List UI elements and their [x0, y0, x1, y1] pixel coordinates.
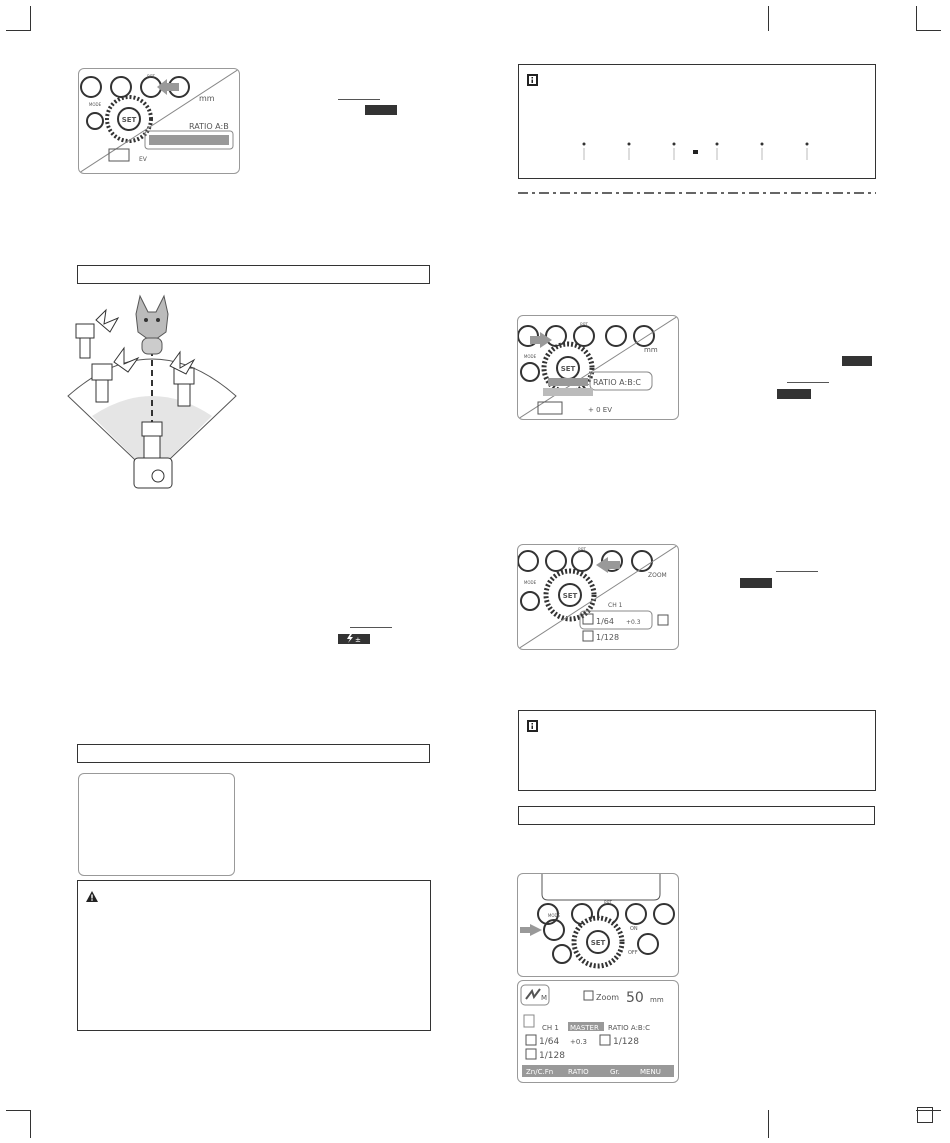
crop-mark [768, 1110, 769, 1138]
section-header-bar [77, 265, 430, 284]
note-box [518, 710, 876, 791]
lcd-group-c-power: 1/128 [539, 1051, 565, 1061]
lcd-ratio: RATIO A:B:C [608, 1024, 650, 1032]
lcd-zoom-unit: mm [650, 996, 664, 1004]
svg-text:ZOOM: ZOOM [648, 572, 667, 579]
svg-text:+ 0 EV: + 0 EV [588, 406, 612, 414]
note-icon [527, 720, 538, 732]
svg-text:OFF: OFF [628, 950, 638, 956]
svg-text:CH 1: CH 1 [608, 602, 623, 609]
svg-text:RPT: RPT [578, 547, 586, 552]
lcd-softkey-3: Gr. [610, 1068, 620, 1076]
svg-text:RPT: RPT [580, 322, 588, 327]
lcd-softkey-4: MENU [640, 1068, 661, 1076]
display-tab-button [365, 105, 397, 115]
set-button-label: SET [560, 365, 576, 373]
ratio-tab-button [777, 389, 811, 399]
svg-text:MODE: MODE [88, 102, 102, 107]
lcd-zoom-value: 50 [626, 990, 644, 1006]
lcd-mode: M [541, 994, 548, 1002]
ratio-label: RATIO A:B:C [593, 378, 641, 387]
multi-flash-diagram [62, 290, 242, 500]
lcd-group-a-comp: +0.3 [570, 1038, 587, 1046]
crop-mark [916, 6, 917, 31]
svg-text:MODE: MODE [547, 913, 561, 918]
svg-text:mm: mm [644, 346, 658, 354]
lcd-softkey-2: RATIO [568, 1068, 589, 1076]
set-button-label: SET [562, 592, 578, 600]
section-header-bar [518, 806, 875, 825]
svg-text:EV: EV [139, 156, 147, 163]
menu-tab-button [842, 356, 872, 366]
svg-text:RPT: RPT [147, 74, 155, 79]
svg-text:MODE: MODE [523, 354, 537, 359]
lcd-screen-figure [517, 980, 679, 1083]
warning-icon [86, 891, 98, 902]
lcd-zoom-label: Zoom [596, 993, 620, 1002]
svg-text:mm: mm [199, 94, 215, 103]
svg-text:MODE: MODE [523, 580, 537, 585]
warning-box [77, 880, 431, 1031]
crop-mark [30, 1110, 31, 1138]
flash-panel-figure-groups [517, 544, 679, 650]
lcd-group-a-power: 1/64 [539, 1037, 560, 1047]
crop-mark [6, 1110, 31, 1111]
svg-text:ON: ON [630, 926, 638, 932]
svg-text:±: ± [355, 636, 361, 643]
crop-mark [30, 6, 31, 31]
crop-mark [6, 30, 31, 31]
section-separator [518, 191, 876, 195]
lcd-softkey-1: Zn/C.Fn [526, 1068, 554, 1076]
crop-mark [768, 6, 769, 31]
note-box [518, 64, 876, 179]
svg-text:RATIO A:B: RATIO A:B [189, 122, 229, 131]
svg-text:+0.3: +0.3 [626, 619, 641, 626]
illustration-placeholder [78, 773, 235, 876]
flash-panel-figure-ratio [517, 315, 679, 420]
set-button-label: SET [590, 939, 606, 947]
svg-text:RPT: RPT [604, 900, 612, 905]
note-icon [527, 74, 538, 86]
flash-panel-figure-top [78, 68, 240, 174]
lcd-master: MASTER [570, 1024, 599, 1032]
flash-comp-tab-button [338, 634, 370, 644]
svg-text:1/64: 1/64 [596, 617, 614, 626]
lcd-group-b-power: 1/128 [613, 1037, 639, 1047]
svg-text:1/128: 1/128 [596, 633, 620, 642]
set-button-label: SET [121, 116, 137, 124]
ratio-scale [574, 140, 834, 162]
group-tab-button [740, 578, 772, 588]
lcd-channel: CH 1 [542, 1024, 559, 1032]
flash-panel-figure-mode [517, 873, 679, 977]
section-header-bar [77, 744, 430, 763]
page-number-box [917, 1107, 933, 1123]
crop-mark [916, 30, 941, 31]
